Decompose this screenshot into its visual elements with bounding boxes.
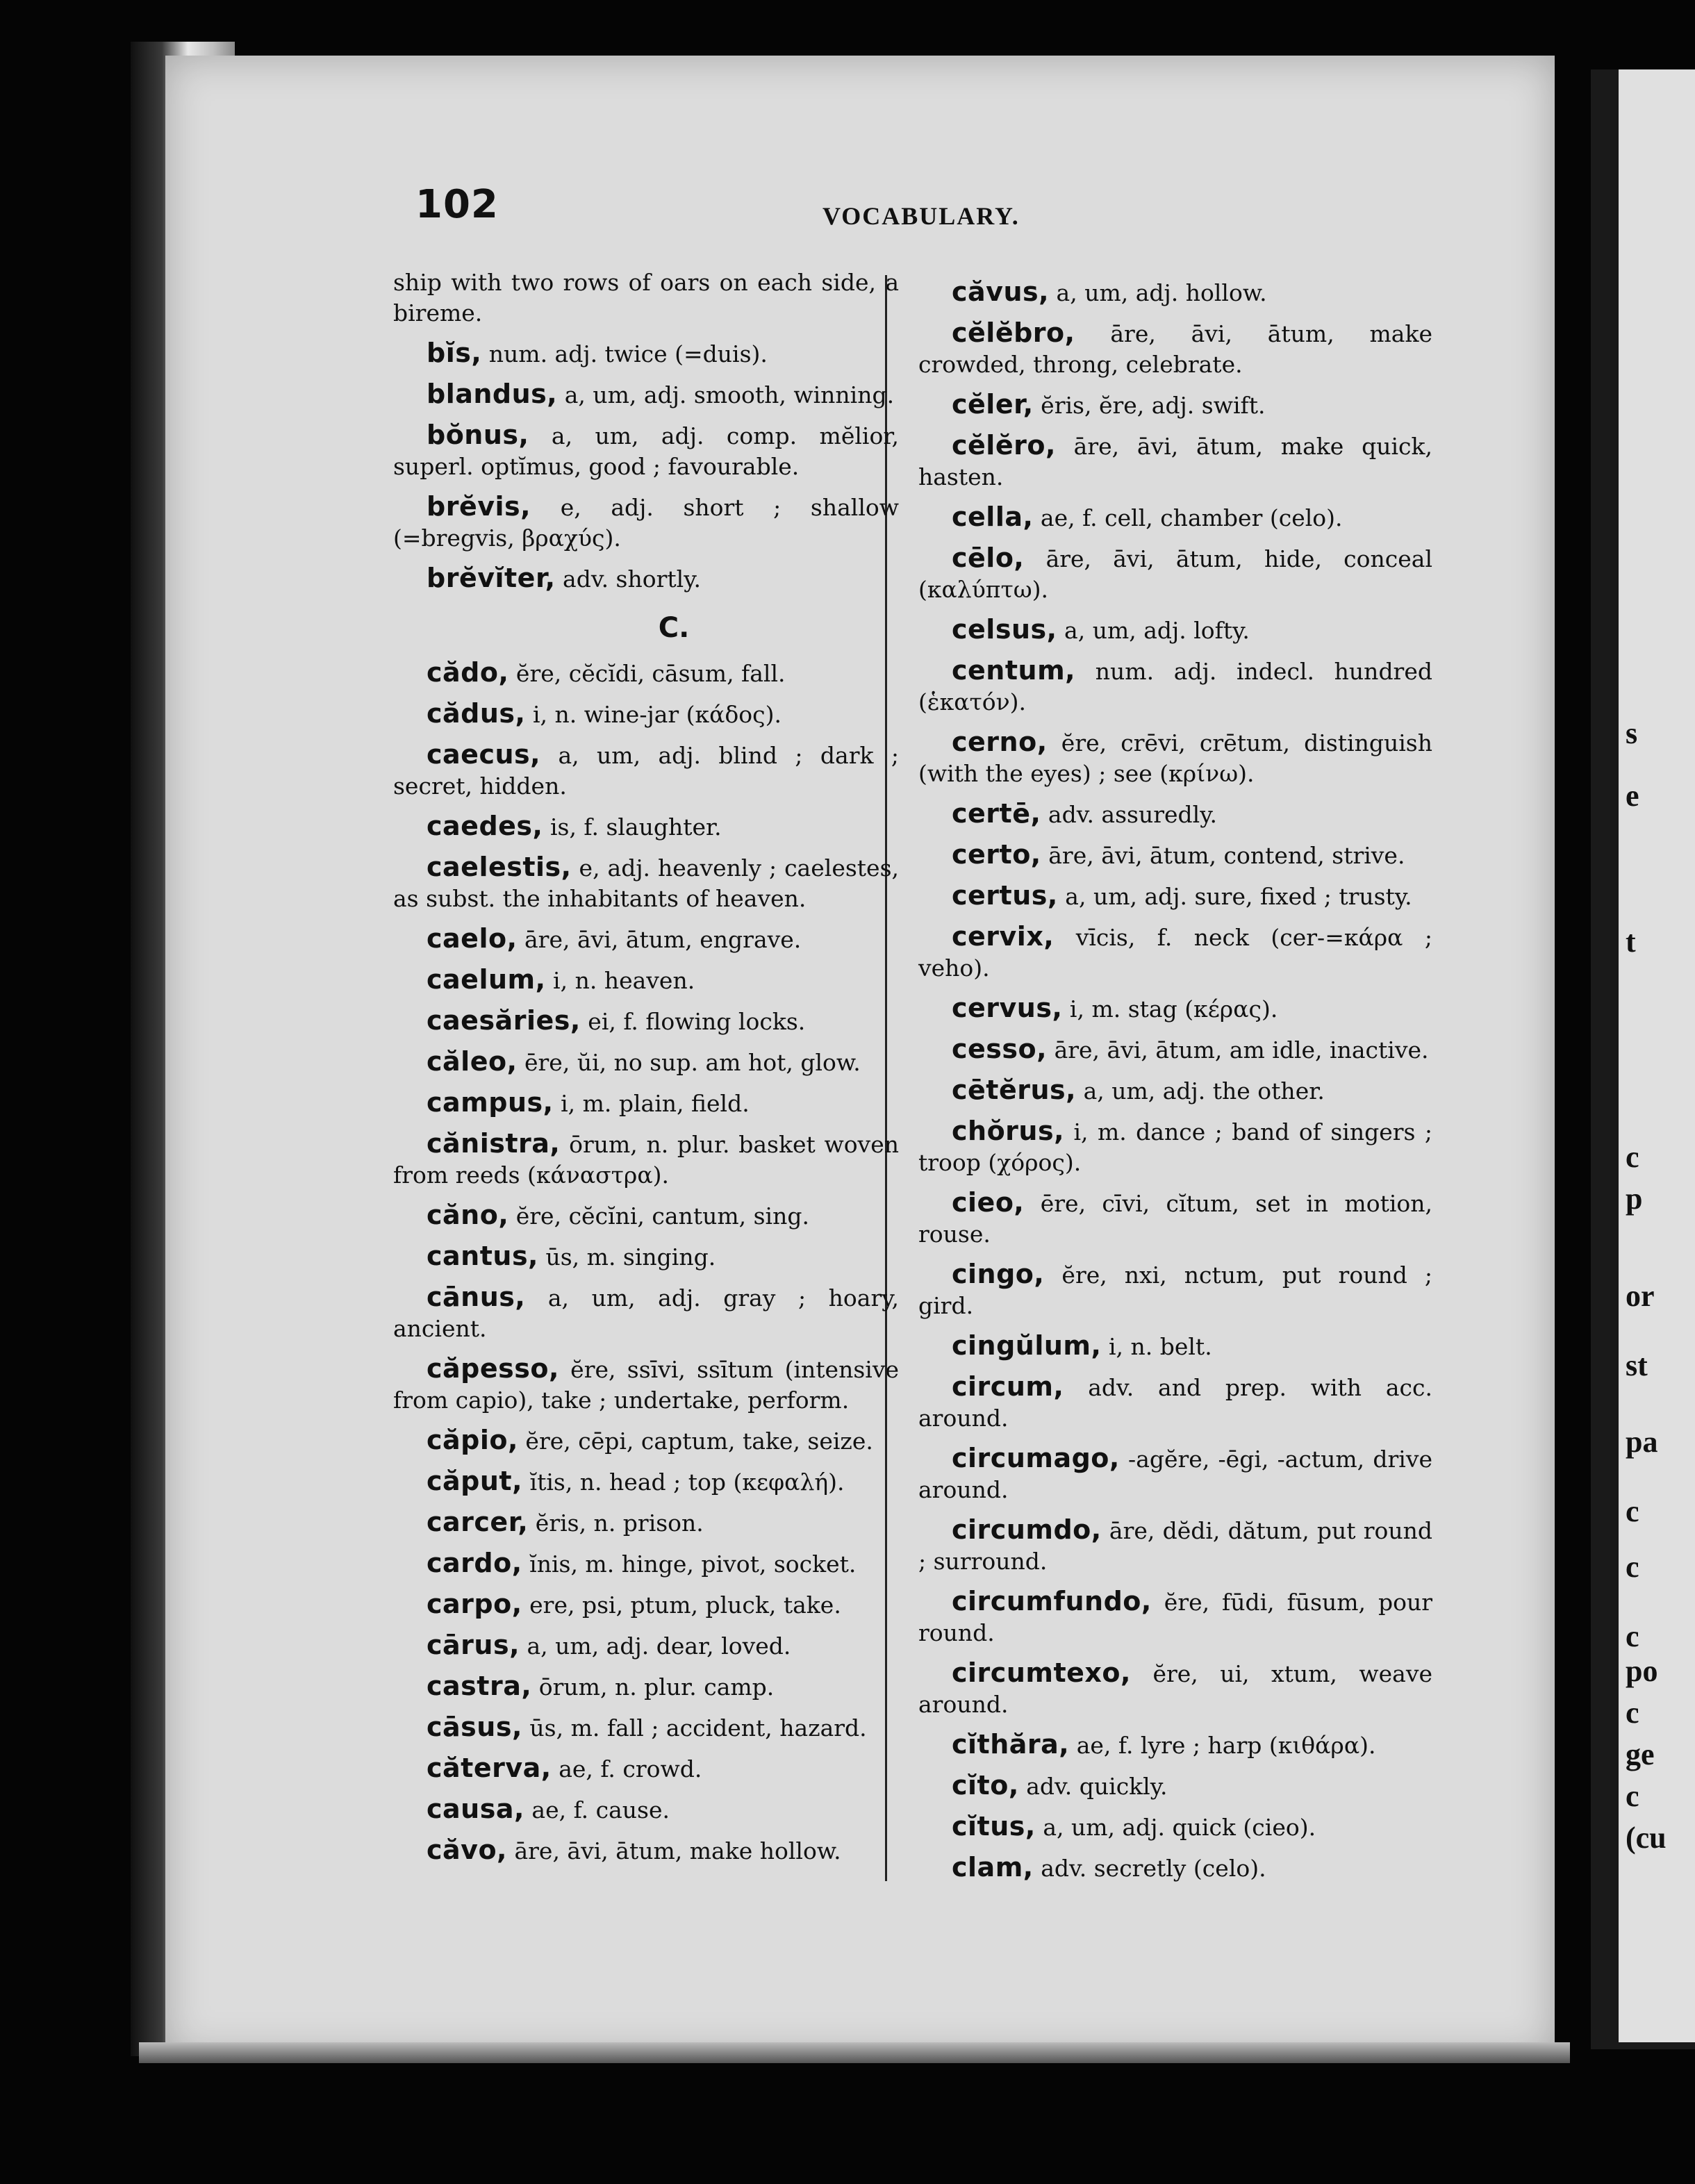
facing-page-text: or bbox=[1626, 1279, 1655, 1313]
entry-text: ĭtis, n. head ; top (κεφαλή). bbox=[522, 1469, 845, 1496]
entry-text: num. adj. twice (=duis). bbox=[481, 340, 768, 367]
dictionary-entry bbox=[393, 1671, 899, 1703]
dictionary-entry bbox=[393, 379, 899, 411]
entry-text: e, adj. short ; shallow (=bregvis, βραχύς). bbox=[393, 494, 899, 552]
headword: bŏnus, bbox=[427, 420, 529, 450]
headword: căpio, bbox=[427, 1425, 518, 1455]
facing-page-text: pa bbox=[1626, 1425, 1658, 1459]
facing-page-text: c bbox=[1626, 1779, 1639, 1813]
dictionary-entry bbox=[393, 267, 899, 329]
dictionary-entry bbox=[393, 1835, 899, 1867]
dictionary-entry bbox=[393, 1128, 899, 1191]
entry-text: num. adj. indecl. hundred (ἑκατόν). bbox=[918, 658, 1432, 715]
dictionary-entry bbox=[393, 657, 899, 689]
headword: circumtexo, bbox=[952, 1657, 1131, 1688]
entry-text: ēre, cīvi, cĭtum, set in motion, rouse. bbox=[918, 1190, 1432, 1248]
entry-text: -agĕre, -ēgi, -actum, drive around. bbox=[918, 1446, 1432, 1503]
headword: căleo, bbox=[427, 1046, 518, 1077]
entry-text: adv. quickly. bbox=[1018, 1773, 1168, 1800]
headword: cāsus, bbox=[427, 1712, 522, 1742]
dictionary-entry bbox=[918, 1443, 1432, 1505]
entry-text: a, um, adj. the other. bbox=[1076, 1077, 1325, 1105]
entry-text: a, um, adj. dear, loved. bbox=[520, 1632, 791, 1660]
page-edge bbox=[139, 2042, 1570, 2063]
dictionary-entry bbox=[393, 698, 899, 730]
dictionary-entry bbox=[393, 491, 899, 554]
dictionary-entry bbox=[393, 1794, 899, 1826]
headword: cingŭlum, bbox=[952, 1330, 1102, 1361]
headword: certus, bbox=[952, 880, 1058, 911]
entry-text: i, n. heaven. bbox=[545, 967, 695, 994]
entry-text: e, adj. heavenly ; caelestes, as subst. the inhabitants of heaven. bbox=[393, 854, 899, 912]
facing-page-text: t bbox=[1626, 925, 1636, 959]
entry-text: a, um, adj. hollow. bbox=[1049, 279, 1267, 306]
headword: căvo, bbox=[427, 1835, 507, 1865]
headword: cĭtus, bbox=[952, 1811, 1036, 1842]
entry-text: adv. secretly (celo). bbox=[1033, 1855, 1266, 1882]
headword: cingo, bbox=[952, 1259, 1045, 1289]
facing-page-text: st bbox=[1626, 1348, 1648, 1382]
dictionary-entry bbox=[393, 1087, 899, 1119]
dictionary-entry bbox=[393, 1046, 899, 1078]
entry-text: āre, dĕdi, dătum, put round ; surround. bbox=[918, 1517, 1432, 1575]
headword: căterva, bbox=[427, 1753, 552, 1783]
dictionary-entry bbox=[393, 1589, 899, 1621]
headword: cētĕrus, bbox=[952, 1075, 1077, 1105]
dictionary-entry bbox=[393, 1005, 899, 1037]
facing-page-text: c bbox=[1626, 1550, 1639, 1584]
running-head: VOCABULARY. bbox=[822, 202, 1020, 230]
entry-text: ĕre, cēpi, captum, take, seize. bbox=[518, 1428, 873, 1455]
headword: cĭto, bbox=[952, 1770, 1019, 1801]
dictionary-entry bbox=[918, 1770, 1432, 1802]
entry-text: ĕris, ĕre, adj. swift. bbox=[1033, 392, 1266, 419]
dictionary-entry bbox=[918, 1657, 1432, 1720]
entry-text: i, n. wine-jar (κάδος). bbox=[525, 701, 782, 728]
entry-text: āre, āvi, ātum, make quick, hasten. bbox=[918, 433, 1432, 490]
entry-text: a, um, adj. lofty. bbox=[1057, 617, 1250, 644]
entry-text: ae, f. crowd. bbox=[551, 1755, 702, 1782]
headword: blandus, bbox=[427, 379, 558, 409]
headword: causa, bbox=[427, 1794, 524, 1824]
dictionary-entry bbox=[393, 923, 899, 955]
dictionary-entry bbox=[918, 1852, 1432, 1884]
entry-text: a, um, adj. gray ; hoary, ancient. bbox=[393, 1284, 899, 1342]
headword: cesso, bbox=[952, 1034, 1048, 1064]
entry-text: ĕre, crēvi, crētum, distinguish (with the eyes) ; see (κρίνω). bbox=[918, 729, 1432, 787]
dictionary-entry bbox=[918, 655, 1432, 718]
headword: brĕvĭter, bbox=[427, 563, 556, 593]
dictionary-entry bbox=[918, 1075, 1432, 1107]
dictionary-entry bbox=[393, 563, 899, 595]
headword: cella, bbox=[952, 502, 1034, 532]
facing-page-text: s bbox=[1626, 716, 1638, 750]
entry-text: a, um, adj. blind ; dark ; secret, hidden. bbox=[393, 742, 899, 800]
headword: căput, bbox=[427, 1466, 523, 1496]
dictionary-entry bbox=[918, 430, 1432, 493]
dictionary-entry bbox=[918, 1187, 1432, 1250]
headword: cĕlĕbro, bbox=[952, 317, 1075, 348]
headword: cēlo, bbox=[952, 543, 1025, 573]
facing-page-text: po bbox=[1626, 1654, 1658, 1688]
headword: celsus, bbox=[952, 614, 1057, 645]
entry-text: ūs, m. singing. bbox=[538, 1243, 716, 1271]
entry-text: ēre, ŭi, no sup. am hot, glow. bbox=[517, 1049, 861, 1076]
headword: caelo, bbox=[427, 923, 518, 954]
dictionary-entry bbox=[918, 389, 1432, 421]
entry-text: ae, f. cell, chamber (celo). bbox=[1033, 504, 1343, 531]
headword: chŏrus, bbox=[952, 1116, 1065, 1146]
headword: caecus, bbox=[427, 739, 541, 770]
entry-text: ōrum, n. plur. basket woven from reeds (κάναστρα). bbox=[393, 1131, 899, 1189]
dictionary-entry bbox=[918, 1116, 1432, 1178]
dictionary-entry bbox=[918, 921, 1432, 984]
entry-text: ĕris, n. prison. bbox=[528, 1509, 704, 1537]
headword: căno, bbox=[427, 1200, 509, 1230]
headword: caesăries, bbox=[427, 1005, 581, 1036]
headword: circumago, bbox=[952, 1443, 1120, 1473]
dictionary-entry bbox=[918, 880, 1432, 912]
headword: cĕlĕro, bbox=[952, 430, 1056, 461]
headword: cădo, bbox=[427, 657, 509, 688]
headword: bĭs, bbox=[427, 338, 482, 368]
headword: clam, bbox=[952, 1852, 1034, 1883]
headword: carcer, bbox=[427, 1507, 529, 1537]
entry-text: a, um, adj. smooth, winning. bbox=[557, 381, 895, 408]
headword: centum, bbox=[952, 655, 1076, 686]
headword: cieo, bbox=[952, 1187, 1025, 1218]
facing-page-text: p bbox=[1626, 1182, 1643, 1216]
facing-page-text: c bbox=[1626, 1140, 1639, 1174]
dictionary-entry bbox=[393, 811, 899, 843]
entry-text: ĕre, ssīvi, ssītum (intensive from capio), take ; undertake, perform. bbox=[393, 1356, 899, 1414]
entry-text: āre, āvi, ātum, make crowded, throng, celebrate. bbox=[918, 320, 1432, 378]
dictionary-entry bbox=[918, 1586, 1432, 1648]
entry-text: ei, f. flowing locks. bbox=[580, 1008, 806, 1035]
dictionary-entry bbox=[918, 798, 1432, 830]
entry-text: ūs, m. fall ; accident, hazard. bbox=[522, 1714, 867, 1742]
entry-text: ōrum, n. plur. camp. bbox=[531, 1673, 775, 1701]
dictionary-entry bbox=[393, 1466, 899, 1498]
headword: cănistra, bbox=[427, 1128, 561, 1159]
headword: căvus, bbox=[952, 276, 1050, 307]
entry-text: i, m. dance ; band of singers ; troop (χόρος). bbox=[918, 1118, 1432, 1176]
headword: caelum, bbox=[427, 964, 546, 995]
entry-text: āre, āvi, ātum, am idle, inactive. bbox=[1047, 1036, 1429, 1064]
headword: cădus, bbox=[427, 698, 526, 729]
headword: caedes, bbox=[427, 811, 543, 841]
right-column bbox=[918, 276, 1432, 1893]
entry-text: ĕre, cĕcĭdi, cāsum, fall. bbox=[508, 660, 786, 687]
dictionary-entry bbox=[918, 1514, 1432, 1577]
dictionary-entry bbox=[393, 964, 899, 996]
entry-text: i, m. plain, field. bbox=[553, 1090, 750, 1117]
headword: castra, bbox=[427, 1671, 532, 1701]
headword: circumfundo, bbox=[952, 1586, 1152, 1616]
headword: brĕvis, bbox=[427, 491, 531, 522]
facing-page-text: c bbox=[1626, 1494, 1639, 1528]
headword: cervix, bbox=[952, 921, 1055, 952]
dictionary-entry bbox=[918, 1729, 1432, 1761]
dictionary-entry bbox=[393, 852, 899, 914]
dictionary-entry bbox=[393, 1753, 899, 1785]
dictionary-entry bbox=[393, 1241, 899, 1273]
dictionary-entry bbox=[918, 1371, 1432, 1434]
facing-page-text: e bbox=[1626, 779, 1639, 813]
entry-text: i, m. stag (κέρας). bbox=[1062, 995, 1278, 1023]
headword: caelestis, bbox=[427, 852, 572, 882]
entry-text: a, um, adj. comp. mĕlior, superl. optĭmus, good ; favourable. bbox=[393, 422, 899, 480]
facing-page-fragment bbox=[1619, 69, 1695, 2042]
dictionary-entry bbox=[918, 1330, 1432, 1362]
dictionary-entry bbox=[393, 1200, 899, 1232]
headword: cardo, bbox=[427, 1548, 522, 1578]
dictionary-entry bbox=[393, 1353, 899, 1416]
dictionary-entry bbox=[918, 1034, 1432, 1066]
left-column bbox=[393, 267, 899, 1876]
dictionary-entry bbox=[918, 1259, 1432, 1321]
dictionary-entry bbox=[393, 1630, 899, 1662]
entry-text: vīcis, f. neck (cer-=κάρα ; veho). bbox=[918, 924, 1432, 982]
entry-text: adv. assuredly. bbox=[1041, 801, 1217, 828]
headword: cantus, bbox=[427, 1241, 538, 1271]
dictionary-entry bbox=[918, 276, 1432, 308]
entry-text: ere, psi, ptum, pluck, take. bbox=[522, 1591, 841, 1619]
headword: cārus, bbox=[427, 1630, 520, 1660]
headword: cānus, bbox=[427, 1282, 526, 1312]
entry-text: ĕre, cĕcĭni, cantum, sing. bbox=[508, 1202, 809, 1230]
dictionary-entry bbox=[393, 1548, 899, 1580]
dictionary-entry bbox=[393, 1425, 899, 1457]
headword: cĕler, bbox=[952, 389, 1034, 420]
headword: circum, bbox=[952, 1371, 1064, 1402]
entry-text: i, n. belt. bbox=[1101, 1333, 1212, 1360]
facing-page-text: ge bbox=[1626, 1737, 1655, 1771]
page-number: 102 bbox=[415, 182, 499, 227]
entry-text: is, f. slaughter. bbox=[543, 813, 722, 841]
entry-text: ship with two rows of oars on each side, a bireme. bbox=[393, 269, 899, 326]
entry-text: ae, f. lyre ; harp (κιθάρα). bbox=[1069, 1732, 1376, 1759]
entry-text: ĕre, fūdi, fūsum, pour round. bbox=[918, 1589, 1432, 1646]
entry-text: āre, āvi, ātum, engrave. bbox=[517, 926, 802, 953]
dictionary-entry bbox=[393, 420, 899, 482]
headword: cervus, bbox=[952, 993, 1063, 1023]
headword: carpo, bbox=[427, 1589, 522, 1619]
entry-text: ae, f. cause. bbox=[524, 1796, 670, 1823]
entry-text: āre, āvi, ātum, make hollow. bbox=[506, 1837, 841, 1864]
dictionary-entry bbox=[393, 338, 899, 370]
entry-text: ĭnis, m. hinge, pivot, socket. bbox=[522, 1550, 857, 1578]
dictionary-entry bbox=[918, 727, 1432, 789]
headword: circumdo, bbox=[952, 1514, 1102, 1545]
entry-text: āre, āvi, ātum, hide, conceal (καλύπτω). bbox=[918, 545, 1432, 603]
entry-text: āre, āvi, ātum, contend, strive. bbox=[1041, 842, 1405, 869]
facing-page-text: (cu bbox=[1626, 1821, 1667, 1855]
dictionary-entry bbox=[918, 1811, 1432, 1843]
headword: certo, bbox=[952, 839, 1041, 870]
facing-page-text: c bbox=[1626, 1619, 1639, 1653]
facing-page-text: c bbox=[1626, 1696, 1639, 1730]
dictionary-entry bbox=[918, 543, 1432, 605]
dictionary-entry bbox=[393, 1282, 899, 1344]
entry-text: a, um, adj. quick (cieo). bbox=[1035, 1814, 1316, 1841]
headword: cerno, bbox=[952, 727, 1048, 757]
headword: campus, bbox=[427, 1087, 554, 1118]
dictionary-entry bbox=[393, 1712, 899, 1744]
dictionary-entry bbox=[918, 502, 1432, 533]
dictionary-entry bbox=[918, 839, 1432, 871]
entry-text: ĕre, nxi, nctum, put round ; gird. bbox=[918, 1261, 1432, 1319]
headword: cĭthăra, bbox=[952, 1729, 1070, 1760]
entry-text: ĕre, ui, xtum, weave around. bbox=[918, 1660, 1432, 1718]
entry-text: a, um, adj. sure, fixed ; trusty. bbox=[1057, 883, 1412, 910]
headword: certē, bbox=[952, 798, 1041, 829]
dictionary-entry bbox=[393, 1507, 899, 1539]
headword: căpesso, bbox=[427, 1353, 559, 1384]
dictionary-entry bbox=[918, 993, 1432, 1025]
dictionary-entry bbox=[918, 614, 1432, 646]
section-letter: C. bbox=[658, 612, 690, 644]
dictionary-entry bbox=[393, 739, 899, 802]
entry-text: adv. and prep. with acc. around. bbox=[918, 1374, 1432, 1432]
entry-text: adv. shortly. bbox=[555, 565, 701, 593]
dictionary-entry bbox=[918, 317, 1432, 380]
